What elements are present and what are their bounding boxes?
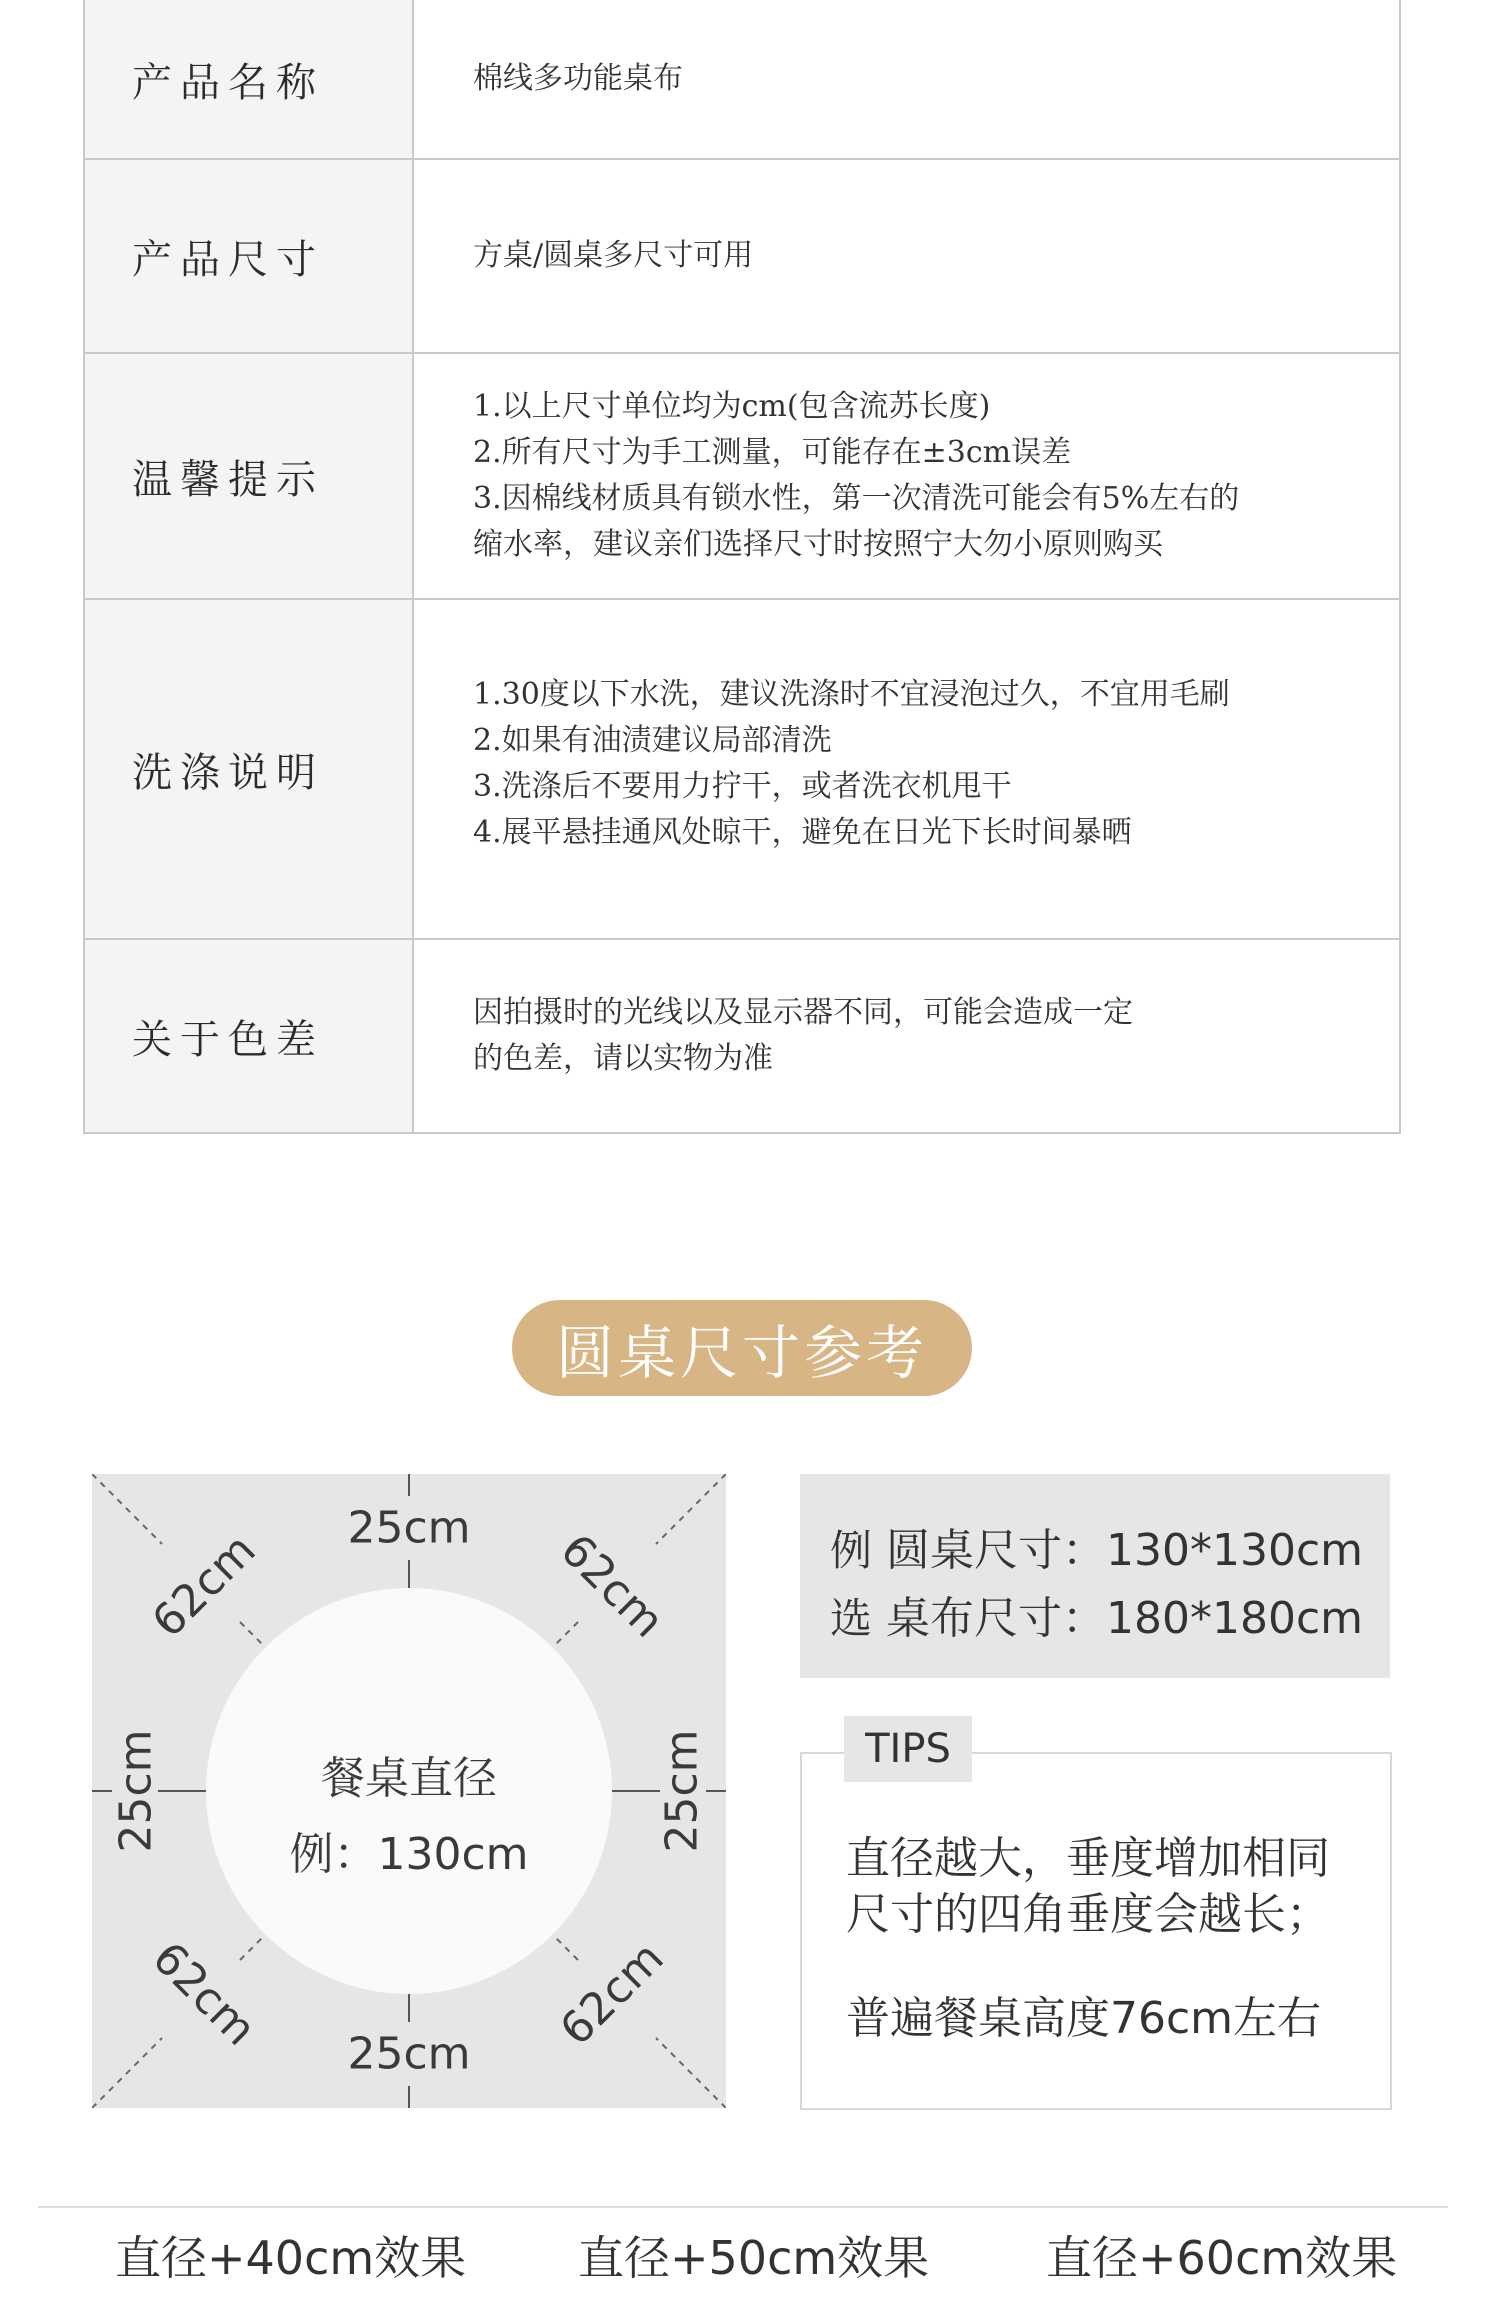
tips-line: 普遍餐桌高度76cm左右: [846, 1993, 1322, 2044]
spec-line: 缩水率，建议亲们选择尺寸时按照宁大勿小原则购买: [473, 527, 1163, 562]
tips-box: [800, 1752, 1392, 2110]
spec-line: 棉线多功能桌布: [473, 61, 683, 96]
divider: [38, 2206, 1448, 2208]
center-title: 餐桌直径: [321, 1753, 497, 1804]
spec-line: 2.如果有油渍建议局部清洗: [473, 723, 832, 758]
spec-row-tips: [84, 353, 1400, 599]
right-size-label: 25cm: [656, 1729, 708, 1853]
spec-label: 温馨提示: [84, 353, 413, 599]
spec-line: 4.展平悬挂通风处晾干，避免在日光下长时间暴晒: [473, 815, 1132, 850]
spec-value: [413, 159, 1400, 353]
section-title: 圆桌尺寸参考: [512, 1300, 972, 1396]
spec-line: 3.洗涤后不要用力拧干，或者洗衣机甩干: [473, 769, 1012, 804]
effect-label-50: 直径+50cm效果: [578, 2231, 930, 2285]
example-box: [800, 1474, 1390, 1678]
tips-line: 直径越大，垂度增加相同: [846, 1833, 1330, 1884]
spec-table: [83, 0, 1401, 1134]
diag-tr-label: 62cm: [550, 1524, 674, 1648]
spec-value: [413, 939, 1400, 1133]
spec-row-color: [84, 939, 1400, 1133]
tips-tag: TIPS: [844, 1716, 972, 1782]
example-row-cloth: [830, 1582, 1363, 1646]
left-size-label: 25cm: [110, 1729, 162, 1853]
spec-row-name: [84, 0, 1400, 159]
spec-line: 的色差，请以实物为准: [473, 1041, 773, 1076]
example-row-table: [830, 1514, 1363, 1578]
spec-label: 洗涤说明: [84, 599, 413, 939]
bottom-size-label: 25cm: [347, 2028, 471, 2080]
effect-label-40: 直径+40cm效果: [115, 2231, 467, 2285]
size-diagram: [92, 1474, 726, 2108]
spec-value: [413, 599, 1400, 939]
top-size-label: 25cm: [347, 1502, 471, 1554]
spec-line: 2.所有尺寸为手工测量，可能存在±3cm误差: [473, 435, 1072, 470]
example-text: 圆桌尺寸：130*130cm: [886, 1525, 1364, 1576]
center-example: 例：130cm: [289, 1829, 529, 1880]
spec-label: 产品名称: [84, 0, 413, 159]
diag-br-label: 62cm: [550, 1932, 674, 2056]
example-text: 桌布尺寸：180*180cm: [886, 1593, 1364, 1644]
example-tag: 选: [830, 1594, 873, 1643]
spec-line: 1.以上尺寸单位均为cm(包含流苏长度): [473, 389, 991, 424]
spec-label: 产品尺寸: [84, 159, 413, 353]
spec-value: [413, 353, 1400, 599]
effect-label-60: 直径+60cm效果: [1046, 2231, 1398, 2285]
spec-line: 3.因棉线材质具有锁水性，第一次清洗可能会有5%左右的: [473, 481, 1240, 516]
spec-label: 关于色差: [84, 939, 413, 1133]
spec-line: 因拍摄时的光线以及显示器不同，可能会造成一定: [473, 995, 1133, 1030]
spec-value: [413, 0, 1400, 159]
spec-row-washing: [84, 599, 1400, 939]
spec-line: 1.30度以下水洗，建议洗涤时不宜浸泡过久，不宜用毛刷: [473, 677, 1230, 712]
spec-row-size: [84, 159, 1400, 353]
example-tag: 例: [830, 1526, 873, 1575]
diag-bl-label: 62cm: [142, 1932, 266, 2056]
spec-line: 方桌/圆桌多尺寸可用: [473, 238, 754, 273]
diag-tl-label: 62cm: [142, 1524, 266, 1648]
tips-line: 尺寸的四角垂度会越长；: [846, 1889, 1330, 1940]
